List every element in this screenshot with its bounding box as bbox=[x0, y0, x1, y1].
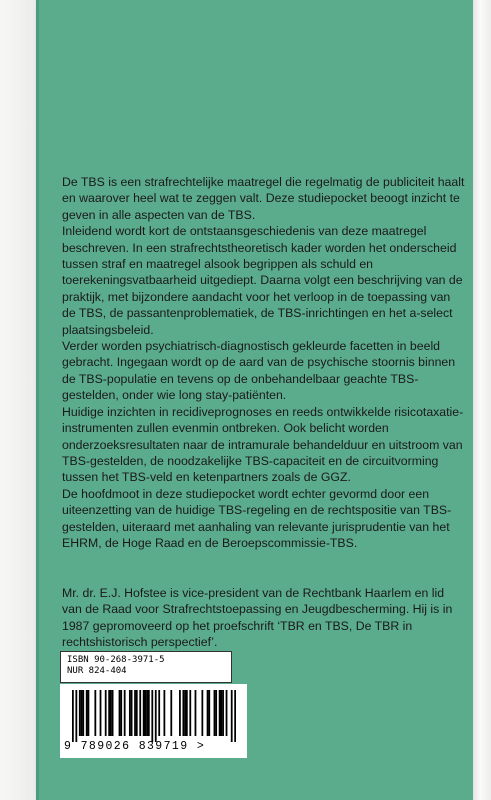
barcode-bar bbox=[100, 690, 102, 736]
barcode-bar bbox=[208, 690, 210, 736]
barcode-bar bbox=[72, 690, 74, 742]
barcode-bar bbox=[146, 690, 148, 736]
blurb-paragraph: Huidige inzichten in recidiveprognoses en reeds ontwikkelde risicotaxatie-instrumenten zullen evenmin ontbreken. Ook belicht worden onderzoeksresultaten naar de intramurale behandelduur en uitstroom van TBS-gestelden, de noodzakelijke TBS-capaciteit en de circuitvorming tussen het TBS-veld en ketenpartners zoals de GGZ. bbox=[62, 404, 464, 485]
barcode-bar bbox=[184, 690, 186, 736]
barcode-bar bbox=[207, 690, 209, 736]
barcode-bar bbox=[88, 690, 90, 736]
barcode-bar bbox=[94, 690, 96, 736]
barcode-bar bbox=[136, 690, 138, 736]
blurb-text bbox=[62, 174, 466, 551]
barcode-bar bbox=[86, 690, 88, 736]
barcode-bar bbox=[110, 690, 112, 736]
page-edge-right bbox=[473, 0, 491, 800]
barcode-bar bbox=[139, 690, 141, 736]
barcode-bar bbox=[195, 690, 197, 736]
barcode-bar bbox=[222, 690, 224, 736]
barcode-bar bbox=[179, 690, 181, 736]
barcode bbox=[60, 684, 247, 758]
page-edge-left bbox=[0, 0, 36, 800]
blurb-paragraph: De TBS is een strafrechtelijke maatregel die regelmatig de publiciteit haalt en waarover heel wat te zeggen valt. Deze studiepocket beoogt inzicht te geven in alle aspecten van de TBS. bbox=[62, 175, 465, 222]
blurb-paragraph: Verder worden psychiatrisch-diagnostisch gekleurde facetten in beeld gebracht. Ingegaan wordt op de aard van de psychische stoornis binnen de TBS-populatie en tevens op de onbehandelbaar geachte TBS-gestelden, onder wie long stay-patiënten. bbox=[62, 339, 456, 403]
barcode-bar bbox=[79, 690, 81, 736]
barcode-digits: 9 789026 839719 > bbox=[64, 740, 206, 753]
barcode-bar bbox=[214, 690, 216, 736]
author-bio: Mr. dr. E.J. Hofstee is vice-president van de Rechtbank Haarlem en lid van de Raad voor Strafrechtstoepassing en Jeugdbescherming. Hij is in 1987 gepromoveerd op het proefschrift ‘TBR en TBS, De TBR in rechtshistorisch perspectief’. bbox=[62, 586, 453, 650]
barcode-bar bbox=[226, 690, 228, 736]
barcode-bar bbox=[155, 690, 157, 742]
blurb-paragraph: De hoofdmoot in deze studiepocket wordt echter gevormd door een uiteenzetting van de huidige TBS-regeling en de rechtspositie van TBS-gestelden, uiteraard met aanhaling van relevante jurisprudentie van het EHRM, de Hoge Raad en de Beroepscommissie-TBS. bbox=[62, 486, 452, 550]
barcode-bar bbox=[158, 690, 160, 736]
cover-spine-edge bbox=[36, 0, 39, 800]
barcode-bar bbox=[182, 690, 184, 736]
barcode-bar bbox=[105, 690, 107, 736]
barcode-bar bbox=[112, 690, 114, 736]
barcode-bar bbox=[120, 690, 122, 736]
barcode-bar bbox=[82, 690, 84, 736]
barcode-bar bbox=[134, 690, 136, 736]
barcode-bar bbox=[163, 690, 165, 736]
barcode-bar bbox=[129, 690, 131, 736]
barcode-bar bbox=[143, 690, 145, 736]
barcode-bar bbox=[131, 690, 133, 736]
barcode-bar bbox=[81, 690, 83, 736]
barcode-bar bbox=[145, 690, 147, 736]
isbn-number: ISBN 90-268-3971-5 bbox=[67, 655, 165, 665]
barcode-bar bbox=[148, 690, 150, 736]
blurb-paragraph: Inleidend wordt kort de ontstaansgeschiedenis van deze maatregel beschreven. In een strafrechtstheoretisch kader worden het onderscheid tussen straf en maatregel alsook begrippen als schuld en toerekeningsvatbaarheid uitgediept. Daarna volgt een beschrijving van de praktijk, met bijzondere aandacht voor het verloop in de toepassing van de TBS, de passantenproblematiek, de TBS-inrichtingen en het a-select plaatsingsbeleid. bbox=[62, 224, 463, 337]
barcode-bar bbox=[124, 690, 126, 736]
barcode-bar bbox=[75, 690, 77, 742]
barcode-bar bbox=[231, 690, 233, 742]
nur-code: NUR 824-404 bbox=[67, 666, 127, 676]
barcode-bar bbox=[219, 690, 221, 736]
barcode-bar bbox=[186, 690, 188, 736]
barcode-bars bbox=[72, 690, 236, 742]
barcode-bar bbox=[215, 690, 217, 736]
barcode-bar bbox=[189, 690, 191, 736]
barcode-bar bbox=[108, 690, 110, 736]
barcode-bar bbox=[170, 690, 172, 736]
barcode-bar bbox=[201, 690, 203, 736]
barcode-bar bbox=[220, 690, 222, 736]
barcode-bar bbox=[119, 690, 121, 736]
barcode-bar bbox=[234, 690, 236, 742]
isbn-label bbox=[60, 651, 232, 683]
barcode-bar bbox=[151, 690, 153, 742]
